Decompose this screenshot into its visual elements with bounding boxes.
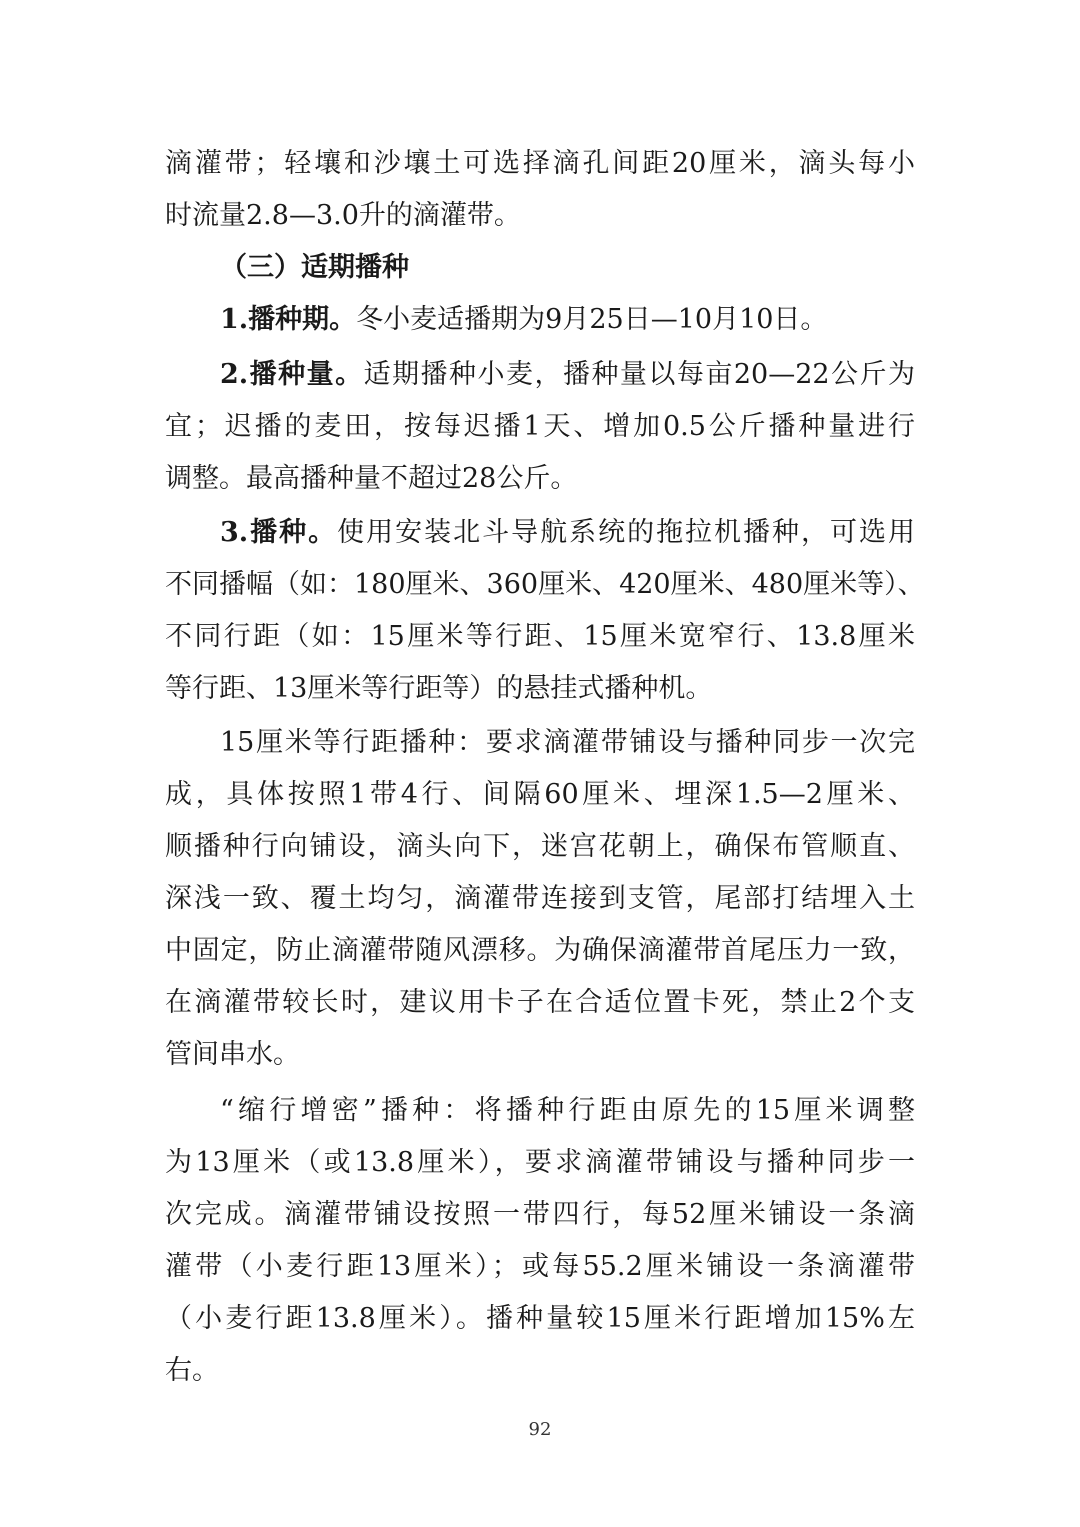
text-line: 为13厘米（或13.8厘米），要求滴灌带铺设与播种同步一	[165, 1147, 915, 1178]
text-line: 15厘米等行距播种：要求滴灌带铺设与播种同步一次完	[220, 727, 915, 758]
text-line: （小麦行距13.8厘米）。播种量较15厘米行距增加15%左	[165, 1303, 915, 1334]
text-line: 管间串水。	[165, 1039, 300, 1070]
text-line: 中固定，防止滴灌带随风漂移。为确保滴灌带首尾压力一致，	[165, 935, 915, 966]
item-sowing-period	[220, 300, 915, 340]
item-label: 1.播种期。	[220, 304, 357, 335]
text-line: 顺播种行向铺设，滴头向下，迷宫花朝上，确保布管顺直、	[165, 831, 915, 862]
text-line: 在滴灌带较长时，建议用卡子在合适位置卡死，禁止2个支	[165, 987, 915, 1018]
text-line: 调整。最高播种量不超过28公斤。	[165, 463, 578, 494]
item-seeding-rate	[220, 355, 915, 395]
item-sowing	[220, 513, 915, 553]
section-heading: （三）适期播种	[220, 252, 409, 283]
item-label: 2.播种量。	[220, 359, 364, 390]
text-line: 深浅一致、覆土均匀，滴灌带连接到支管，尾部打结埋入土	[165, 883, 915, 914]
text-line: 等行距、13厘米等行距等）的悬挂式播种机。	[165, 673, 713, 704]
page-number: 92	[528, 1419, 552, 1440]
text-line: 不同播幅（如：180厘米、360厘米、420厘米、480厘米等）、	[165, 569, 925, 600]
item-text: 冬小麦适播期为9月25日—10月10日。	[356, 304, 828, 335]
text-line: 宜；迟播的麦田，按每迟播1天、增加0.5公斤播种量进行	[165, 411, 915, 442]
text-line: “缩行增密”播种：将播种行距由原先的15厘米调整	[220, 1095, 915, 1126]
text-line: 滴灌带；轻壤和沙壤土可选择滴孔间距20厘米，滴头每小	[165, 148, 915, 179]
item-text: 适期播种小麦，播种量以每亩20—22公斤为	[363, 359, 915, 390]
text-line: 不同行距（如：15厘米等行距、15厘米宽窄行、13.8厘米	[165, 621, 915, 652]
text-line: 右。	[165, 1355, 219, 1386]
text-line: 次完成。滴灌带铺设按照一带四行，每52厘米铺设一条滴	[165, 1199, 915, 1230]
text-line: 时流量2.8—3.0升的滴灌带。	[165, 200, 521, 231]
text-line: 成，具体按照1带4行、间隔60厘米、埋深1.5—2厘米、	[165, 779, 915, 810]
item-text: 使用安装北斗导航系统的拖拉机播种，可选用	[337, 517, 916, 548]
text-line: 灌带（小麦行距13厘米）；或每55.2厘米铺设一条滴灌带	[165, 1251, 915, 1282]
item-label: 3.播种。	[220, 517, 338, 548]
